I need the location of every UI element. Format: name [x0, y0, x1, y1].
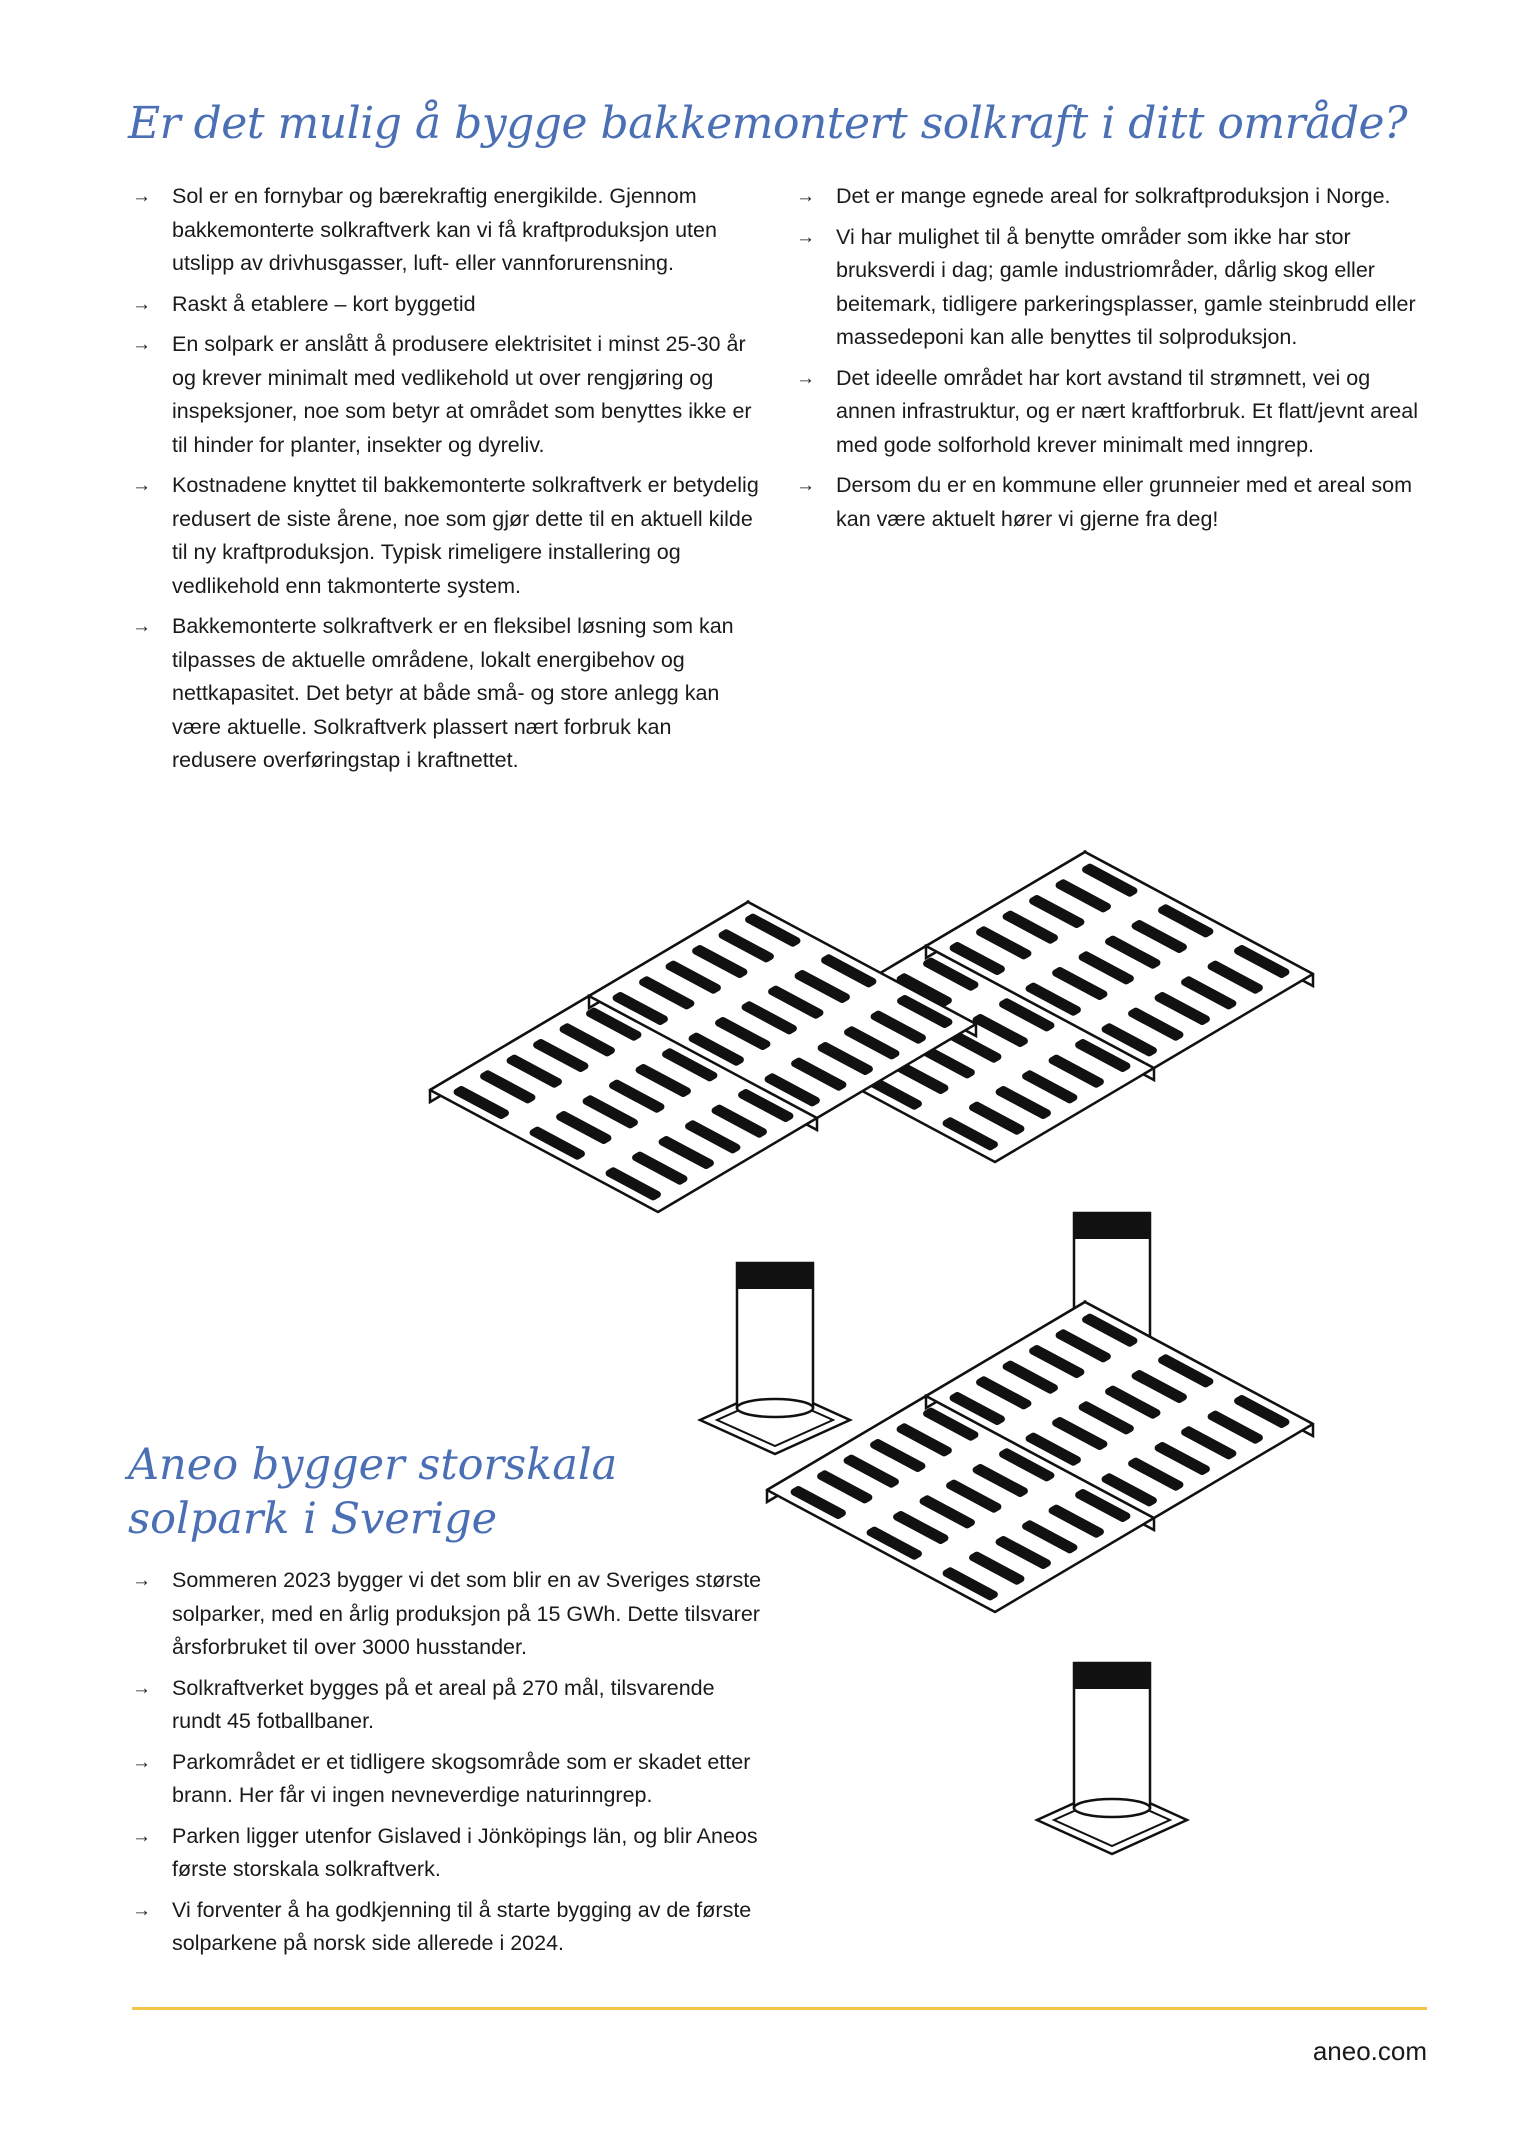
- solar-array-bottom-right: [767, 1302, 1313, 1854]
- arrow-right-icon: →: [132, 616, 151, 637]
- list-item: [132, 1746, 762, 1813]
- section-heading-sweden: [128, 1438, 617, 1546]
- arrow-right-icon: →: [132, 475, 151, 496]
- benefits-list-left: [132, 180, 762, 785]
- list-item-text: En solpark er anslått å produsere elektrisitet i minst 25-30 år og krever minimalt med vedlikehold ut over rengjøring og inspeksjoner, noe som betyr at området som benyttes ikke er til hinder for planter, insekter og dyreliv.: [172, 332, 752, 457]
- list-item: [132, 1564, 762, 1665]
- list-item: [796, 180, 1431, 214]
- list-item-text: Parkområdet er et tidligere skogsområde som er skadet etter brann. Her får vi ingen nevneverdige naturinngrep.: [172, 1749, 751, 1807]
- list-item-text: Sommeren 2023 bygger vi det som blir en av Sveriges største solparker, med en årlig produksjon på 15 GWh. Dette tilsvarer årsforbruket til over 3000 husstander.: [172, 1568, 762, 1659]
- list-item-text: Parken ligger utenfor Gislaved i Jönköpings län, og blir Aneos første storskala solkraftverk.: [172, 1823, 758, 1881]
- footer-url[interactable]: aneo.com: [1312, 2036, 1427, 2066]
- solar-array-left: [430, 902, 976, 1454]
- arrow-right-icon: →: [796, 475, 815, 496]
- arrow-right-icon: →: [796, 367, 815, 389]
- list-item: [796, 221, 1431, 355]
- arrow-right-icon: →: [132, 1677, 151, 1699]
- arrow-right-icon: →: [132, 334, 151, 355]
- section-heading-line-1: Aneo bygger storskala: [128, 1440, 618, 1490]
- arrow-right-icon: →: [132, 1825, 151, 1847]
- stand-foot: [737, 1399, 813, 1417]
- list-item: [132, 1672, 762, 1739]
- stand-collar: [1074, 1213, 1150, 1239]
- list-item-text: Sol er en fornybar og bærekraftig energikilde. Gjennom bakkemonterte solkraftverk kan vi få kraftproduksjon uten utslipp av drivhusgasser, luft- eller vannforurensning.: [172, 184, 717, 275]
- benefits-list-right: [796, 180, 1431, 543]
- section-heading-line-2: solpark i Sverige: [128, 1494, 498, 1544]
- list-item: [132, 1820, 762, 1887]
- stand-collar: [1074, 1663, 1150, 1689]
- arrow-right-icon: →: [796, 226, 815, 248]
- list-item-text: Dersom du er en kommune eller grunneier med et areal som kan være aktuelt hører vi gjerne fra deg!: [836, 473, 1412, 531]
- list-item: [796, 362, 1431, 463]
- sweden-project-list: [132, 1564, 762, 1968]
- list-item: [132, 610, 762, 778]
- list-item: [796, 469, 1431, 536]
- footer-divider: [132, 2007, 1427, 2010]
- list-item-text: Solkraftverket bygges på et areal på 270 mål, tilsvarende rundt 45 fotballbaner.: [172, 1675, 715, 1733]
- arrow-right-icon: →: [132, 293, 151, 315]
- list-item-text: Vi forventer å ha godkjenning til å starte bygging av de første solparkene på norsk side allerede i 2024.: [172, 1897, 752, 1955]
- arrow-right-icon: →: [132, 186, 151, 207]
- list-item: [132, 1894, 762, 1961]
- list-item-text: Det er mange egnede areal for solkraftproduksjon i Norge.: [836, 184, 1391, 208]
- stand-collar: [737, 1263, 813, 1289]
- solar-array-front-right: [767, 852, 1313, 1404]
- arrow-right-icon: →: [132, 1899, 151, 1921]
- list-item: [132, 328, 762, 462]
- arrow-right-icon: →: [132, 1570, 151, 1591]
- list-item: [132, 469, 762, 603]
- list-item: [132, 288, 762, 322]
- list-item: [132, 180, 762, 281]
- page-heading: Er det mulig å bygge bakkemontert solkraft i ditt område?: [128, 98, 1408, 149]
- list-item-text: Vi har mulighet til å benytte områder som ikke har stor bruksverdi i dag; gamle industriområder, dårlig skog eller beitemark, tidligere parkeringsplasser, gamle steinbrudd eller massedeponi kan alle benyttes til solproduksjon.: [836, 224, 1416, 349]
- list-item-text: Kostnadene knyttet til bakkemonterte solkraftverk er betydelig redusert de siste årene, noe som gjør dette til en aktuell kilde til ny kraftproduksjon. Typisk rimeligere installering og vedlikehold enn takmonterte system.: [172, 473, 759, 598]
- arrow-right-icon: →: [796, 186, 815, 207]
- list-item-text: Det ideelle området har kort avstand til strømnett, vei og annen infrastruktur, og er nært kraftforbruk. Et flatt/jevnt areal med gode solforhold krever minimalt med inngrep.: [836, 365, 1418, 457]
- list-item-text: Bakkemonterte solkraftverk er en fleksibel løsning som kan tilpasses de aktuelle områdene, lokalt energibehov og nettkapasitet. Det betyr at både små- og store anlegg kan være aktuelle. Solkraftverk plassert nært forbruk kan redusere overføringstap i kraftnettet.: [172, 614, 734, 772]
- stand-foot: [1074, 1799, 1150, 1817]
- arrow-right-icon: →: [132, 1751, 151, 1773]
- list-item-text: Raskt å etablere – kort byggetid: [172, 291, 476, 316]
